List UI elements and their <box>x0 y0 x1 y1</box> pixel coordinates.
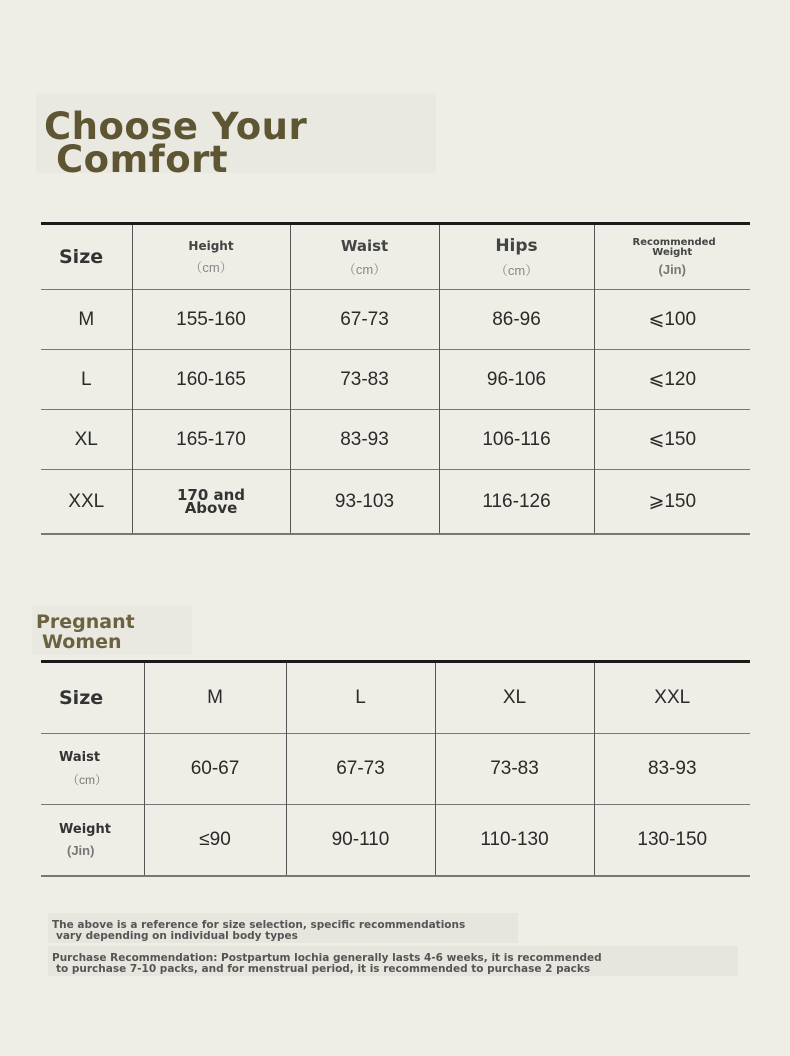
cell-height-text: 170 and Above <box>176 485 246 517</box>
cell-weight: ⩽120 <box>594 350 750 410</box>
pregnant-weight-value: ≤90 <box>144 805 286 877</box>
header-hips <box>439 224 594 290</box>
pregnant-waist-value: 67-73 <box>286 734 435 805</box>
pregnant-waist-value: 60-67 <box>144 734 286 805</box>
size-row-xxl <box>41 470 750 535</box>
cell-weight: ⩾150 <box>594 470 750 535</box>
header-height-label: Height <box>188 238 234 253</box>
cell-hips: 106-116 <box>439 410 594 470</box>
note2-line1: Purchase Recommendation: Postpartum lochia generally lasts 4-6 weeks, it is recommended <box>52 952 602 964</box>
pregnant-header-size: Size <box>59 687 104 709</box>
cell-weight: ⩽150 <box>594 410 750 470</box>
purchase-note <box>52 953 602 975</box>
header-waist-label: Waist <box>340 236 389 255</box>
size-note <box>52 920 465 942</box>
title-line-2: Comfort <box>56 138 229 181</box>
pregnant-weight-label: Weight <box>59 822 111 837</box>
pregnant-size-table <box>41 660 750 877</box>
header-weight <box>594 224 750 290</box>
header-waist <box>290 224 439 290</box>
cell-weight: ⩽100 <box>594 290 750 350</box>
pregnant-size-row <box>41 662 750 734</box>
size-row-l <box>41 350 750 410</box>
size-row-m <box>41 290 750 350</box>
pregnant-weight-header <box>41 805 144 877</box>
cell-waist: 73-83 <box>290 350 439 410</box>
pregnant-size: L <box>286 662 435 734</box>
note1-line2: vary depending on individual body types <box>56 930 298 942</box>
pregnant-size: XXL <box>594 662 750 734</box>
header-height <box>132 224 290 290</box>
cell-waist: 67-73 <box>290 290 439 350</box>
pregnant-weight-value: 130-150 <box>594 805 750 877</box>
cell-size: XXL <box>41 470 132 535</box>
cell-hips: 86-96 <box>439 290 594 350</box>
cell-size: L <box>41 350 132 410</box>
pregnant-waist-header <box>41 734 144 805</box>
header-height-unit: （cm） <box>189 259 233 275</box>
cell-size: M <box>41 290 132 350</box>
pregnant-waist-value: 73-83 <box>435 734 594 805</box>
pregnant-weight-unit: (Jin) <box>67 843 95 858</box>
subtitle-line-1: Pregnant <box>36 611 135 633</box>
header-weight-unit: (Jin) <box>658 261 686 277</box>
cell-waist: 83-93 <box>290 410 439 470</box>
header-hips-label: Hips <box>495 235 538 256</box>
pregnant-weight-row <box>41 805 750 877</box>
pregnant-weight-value: 90-110 <box>286 805 435 877</box>
pregnant-women-title <box>36 612 135 652</box>
cell-size: XL <box>41 410 132 470</box>
cell-hips: 116-126 <box>439 470 594 535</box>
note2-line2: to purchase 7-10 packs, and for menstrual period, it is recommended to purchase 2 packs <box>56 963 591 975</box>
header-waist-unit: （cm） <box>342 261 387 277</box>
cell-height: 165-170 <box>132 410 290 470</box>
header-hips-unit: （cm） <box>494 262 539 278</box>
pregnant-waist-label: Waist <box>59 750 101 765</box>
pregnant-size: M <box>144 662 286 734</box>
header-weight-label: Recommended Weight <box>632 236 716 258</box>
page-title <box>44 105 308 181</box>
size-chart-table <box>41 222 750 535</box>
cell-height: 160-165 <box>132 350 290 410</box>
pregnant-waist-row <box>41 734 750 805</box>
cell-height: 155-160 <box>132 290 290 350</box>
title-line-1: Choose Your <box>44 105 308 148</box>
cell-hips: 96-106 <box>439 350 594 410</box>
subtitle-line-2: Women <box>42 631 122 653</box>
pregnant-waist-unit: （cm） <box>67 773 107 787</box>
pregnant-waist-value: 83-93 <box>594 734 750 805</box>
cell-height <box>132 470 290 535</box>
note1-line1: The above is a reference for size selection, specific recommendations <box>52 919 466 931</box>
size-row-xl <box>41 410 750 470</box>
size-chart-header-row <box>41 224 750 290</box>
cell-waist: 93-103 <box>290 470 439 535</box>
pregnant-weight-value: 110-130 <box>435 805 594 877</box>
header-size: Size <box>59 246 104 268</box>
pregnant-size: XL <box>435 662 594 734</box>
